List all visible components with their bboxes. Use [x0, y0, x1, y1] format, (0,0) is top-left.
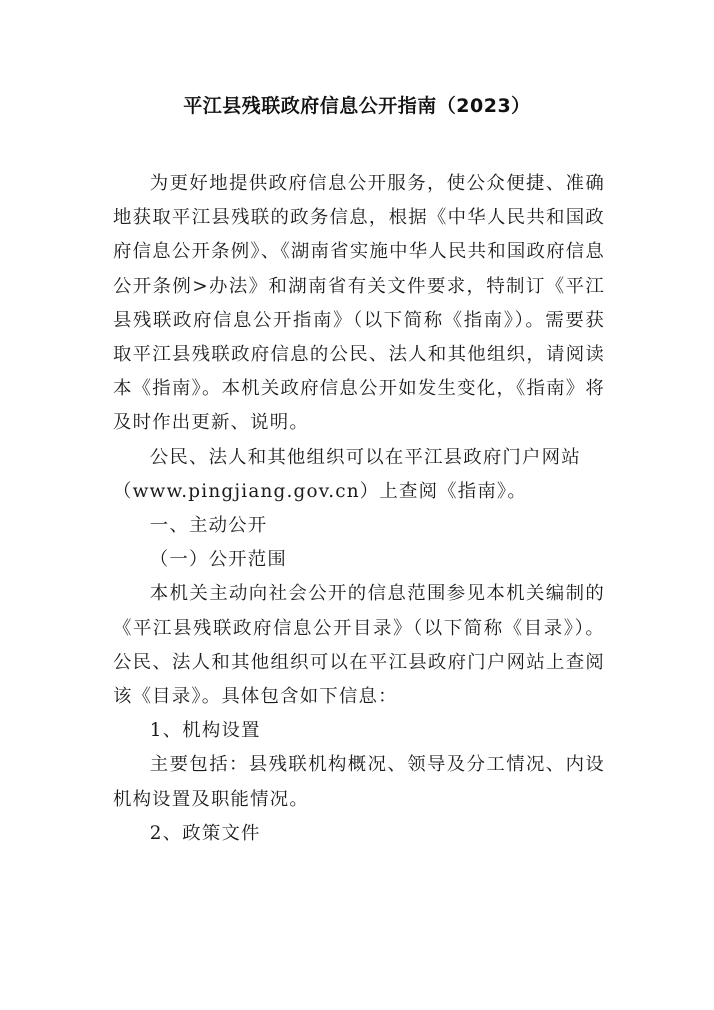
section-heading-active-disclosure: 一、主动公开	[149, 515, 268, 537]
website-paragraph: 公民、法人和其他组织可以在平江县政府门户网站	[149, 446, 581, 468]
scope-paragraph: 本机关主动向社会公开的信息范围参见本机关编制的《平江县残联政府信息公开目录》（以下简称《目录》）。公民、法人和其他组织可以在平江县政府门户网站上查阅该《目录》。具体包含如下信息：	[113, 583, 605, 708]
intro-paragraph: 为更好地提供政府信息公开服务，使公众便捷、准确地获取平江县残联的政务信息，根据《中华人民共和国政府信息公开条例》、《湖南省实施中华人民共和国政府信息公开条例>办法》和湖南省有关文件要求，特制订《平江县残联政府信息公开指南》（以下简称《指南》）。需要获取平江县残联政府信息的公民、法人和其他组织，请阅读本《指南》。本机关政府信息公开如发生变化，《指南》将及时作出更新、说明。	[113, 173, 605, 434]
website-url-line: （www.pingjiang.gov.cn）上查阅《指南》。	[113, 480, 527, 502]
document-body	[113, 167, 605, 851]
item-heading-policy-documents: 2、政策文件	[149, 822, 261, 844]
document-title: 平江县残联政府信息公开指南（2023）	[183, 95, 531, 117]
organization-paragraph: 主要包括：县残联机构概况、领导及分工情况、内设机构设置及职能情况。	[113, 754, 605, 810]
item-heading-organization: 1、机构设置	[149, 720, 261, 742]
subsection-heading-scope: （一）公开范围	[149, 549, 287, 571]
